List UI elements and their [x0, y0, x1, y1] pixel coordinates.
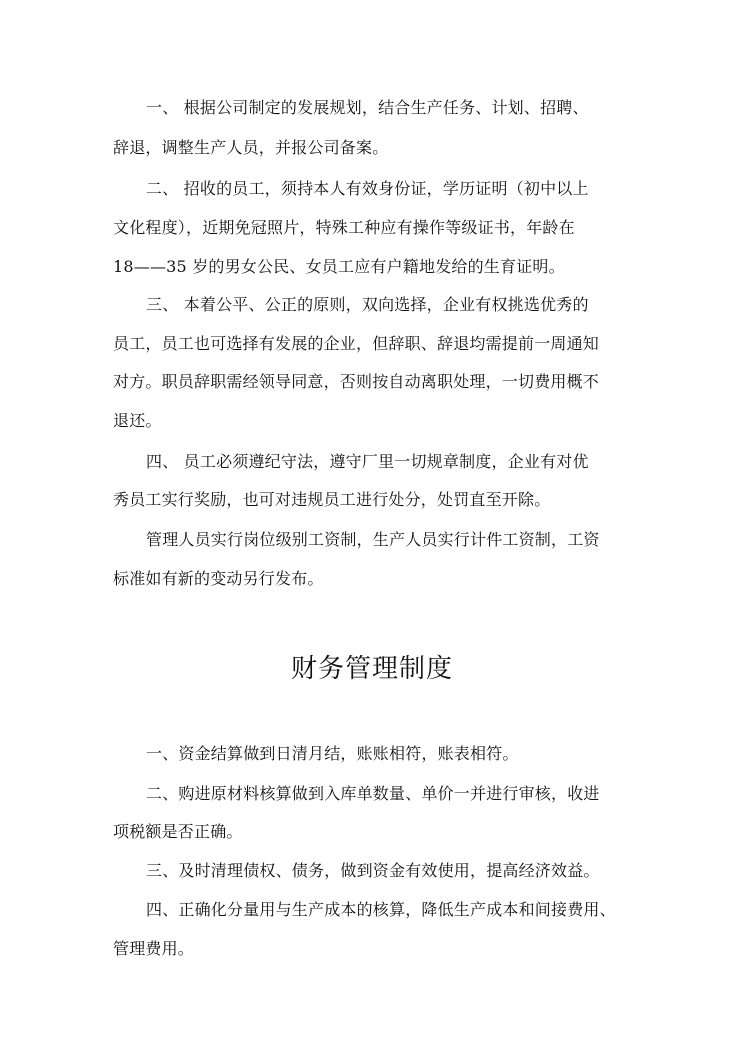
- paragraph-line: 三、及时清理债权、债务，做到资金有效使用，提高经济效益。: [146, 861, 600, 880]
- paragraph-line: 员工，员工也可选择有发展的企业，但辞职、辞退均需提前一周通知: [113, 334, 600, 353]
- paragraph-line: 四、正确化分量用与生产成本的核算，降低生产成本和间接费用、: [146, 900, 616, 919]
- paragraph-line: 退还。: [113, 411, 162, 430]
- paragraph-line: 18——35 岁的男女公民、女员工应有户籍地发给的生育证明。: [113, 257, 565, 276]
- paragraph-line: 二、 招收的员工，须持本人有效身份证，学历证明（初中以上: [146, 179, 589, 198]
- section-title: 财务管理制度: [290, 654, 453, 684]
- paragraph-line: 四、 员工必须遵纪守法，遵守厂里一切规章制度，企业有对优: [146, 452, 589, 471]
- paragraph-line: 管理人员实行岗位级别工资制，生产人员实行计件工资制，工资: [146, 530, 600, 549]
- paragraph-line: 标准如有新的变动另行发布。: [113, 569, 324, 588]
- paragraph-line: 二、购进原材料核算做到入库单数量、单价一并进行审核，收进: [146, 784, 600, 803]
- paragraph-line: 文化程度），近期免冠照片，特殊工种应有操作等级证书，年龄在: [113, 218, 575, 237]
- paragraph-line: 秀员工实行奖励，也可对违规员工进行处分，处罚直至开除。: [113, 490, 551, 509]
- paragraph-line: 对方。职员辞职需经领导同意，否则按自动离职处理，一切费用概不: [113, 372, 600, 391]
- paragraph-line: 项税额是否正确。: [113, 822, 243, 841]
- paragraph-line: 辞退，调整生产人员，并报公司备案。: [113, 138, 389, 157]
- paragraph-line: 一、 根据公司制定的发展规划，结合生产任务、计划、招聘、: [146, 98, 589, 117]
- paragraph-line: 一、资金结算做到日清月结，账账相符，账表相符。: [146, 744, 519, 763]
- paragraph-line: 管理费用。: [113, 939, 195, 958]
- paragraph-line: 三、 本着公平、公正的原则，双向选择，企业有权挑选优秀的: [146, 295, 589, 314]
